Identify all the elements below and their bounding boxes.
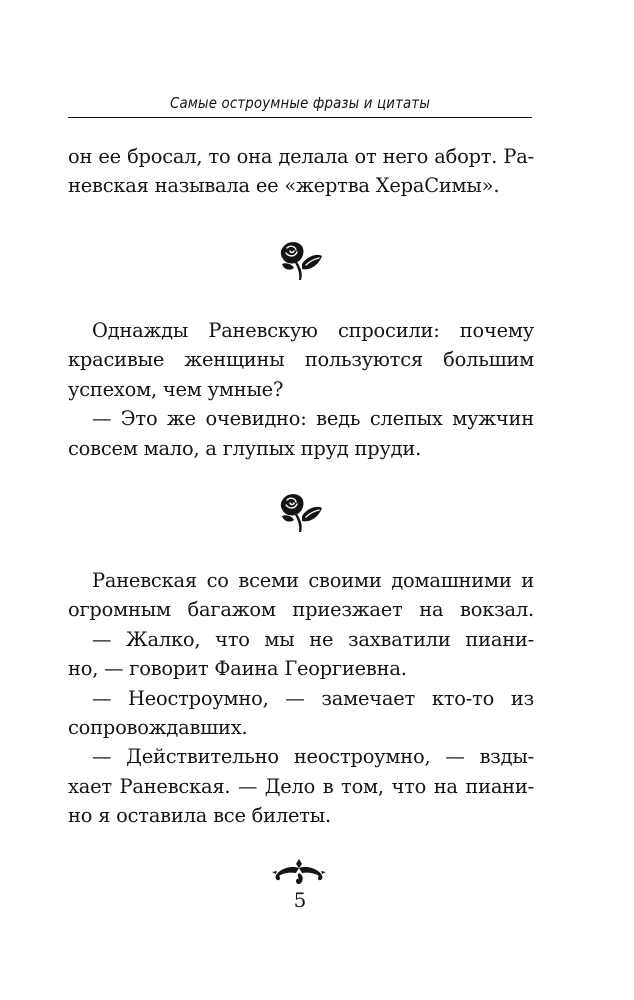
text-line: но я оставила все билеты.	[68, 804, 331, 828]
text-line: Раневская со всеми своими домашними и	[92, 569, 534, 592]
text-line: сопровождавших.	[68, 715, 248, 739]
paragraph-3	[68, 566, 534, 831]
text-line: — Жалко, что мы не захватили пиани-	[92, 627, 534, 651]
text-line: но, — говорит Фаина Георгиевна.	[68, 657, 407, 681]
text-line: он ее бросал, то она делала от него аборт. Ра-	[68, 145, 534, 168]
rose-ornament-icon	[275, 238, 325, 282]
page-number: 5	[293, 888, 307, 912]
running-header-title: Самые остроумные фразы и цитаты	[169, 94, 431, 112]
text-line: огромным багажом приезжает на вокзал.	[68, 598, 534, 622]
text-line: хает Раневская. — Дело в том, что на пиани-	[68, 774, 534, 798]
text-line: успехом, чем умные?	[68, 377, 284, 401]
text-line: совсем мало, а глупых пруд пруди.	[68, 436, 422, 460]
text-line: — Это же очевидно: ведь слепых мужчин	[92, 407, 534, 431]
rose-ornament-icon	[275, 490, 325, 534]
paragraph-1	[68, 142, 534, 201]
text-line: Однажды Раневскую спросили: почему	[92, 319, 534, 342]
text-line: — Неостроумно, — замечает кто-то из	[92, 686, 534, 710]
header-rule	[68, 117, 532, 118]
paragraph-2	[68, 316, 534, 463]
footer-flourish-icon	[270, 858, 328, 888]
text-line: — Действительно неостроумно, — взды-	[92, 745, 534, 769]
text-line: красивые женщины пользуются большим	[68, 348, 534, 372]
text-line: невская называла ее «жертва ХераСимы».	[68, 174, 500, 198]
